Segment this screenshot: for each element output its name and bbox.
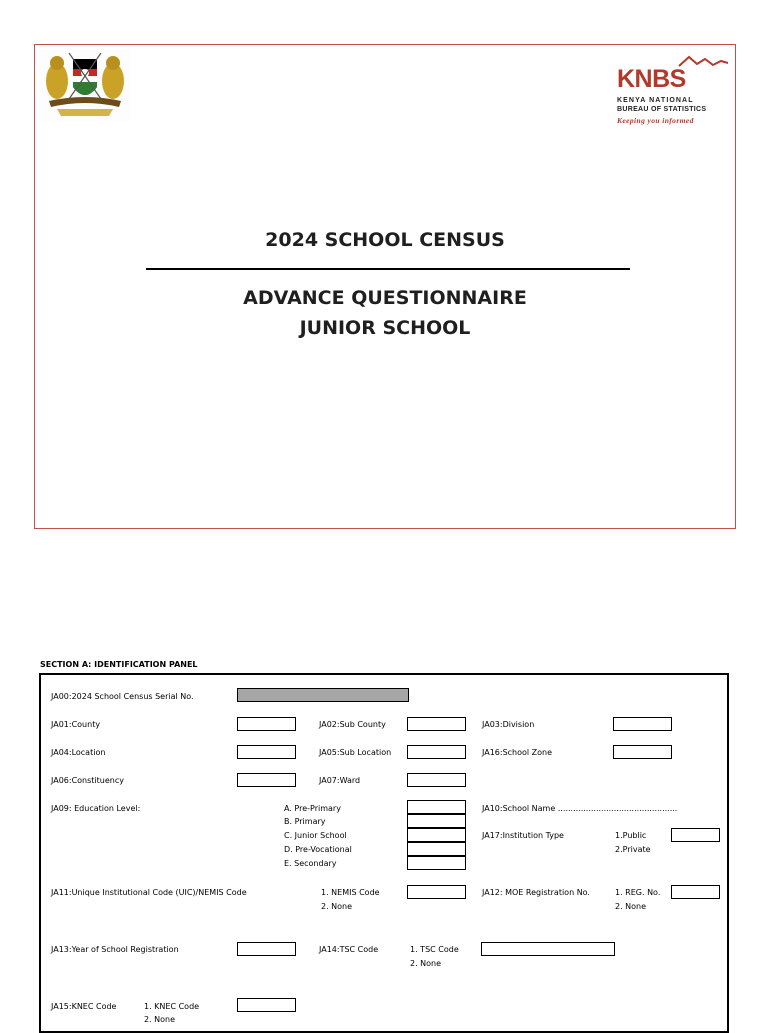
ja07-label: JA07:Ward: [319, 776, 361, 785]
ja12-option: 2. None: [615, 902, 647, 911]
ja09-option: A. Pre-Primary: [284, 804, 341, 813]
ja09-label: JA09: Education Level:: [51, 804, 141, 813]
ja07-ward-field[interactable]: [407, 773, 466, 787]
questionnaire-title: ADVANCE QUESTIONNAIRE: [243, 287, 527, 309]
ja03-division-field[interactable]: [613, 717, 672, 731]
ja04-location-field[interactable]: [237, 745, 296, 759]
ja12-registration-field[interactable]: [671, 885, 720, 899]
ja05-sub-location-field[interactable]: [407, 745, 466, 759]
ja14-option: 1. TSC Code: [410, 945, 459, 954]
ja09-option: E. Secondary: [284, 859, 337, 868]
ja09-option: C. Junior School: [284, 831, 347, 840]
ja13-label: JA13:Year of School Registration: [51, 945, 179, 954]
ja13-year-field[interactable]: [237, 942, 296, 956]
cover-page: [34, 44, 736, 529]
ja15-option: 1. KNEC Code: [144, 1002, 200, 1011]
identification-panel: [39, 673, 729, 1033]
ja11-nemis-code-field[interactable]: [407, 885, 466, 899]
ja16-label: JA16:School Zone: [482, 748, 553, 757]
ja09-option: D. Pre-Vocational: [284, 845, 352, 854]
ja09-option: B. Primary: [284, 817, 326, 826]
knbs-logo: [617, 53, 729, 125]
ja02-sub-county-field[interactable]: [407, 717, 466, 731]
ja14-tsc-code-field[interactable]: [481, 942, 615, 956]
section-title: SECTION A: IDENTIFICATION PANEL: [40, 660, 198, 669]
ja17-option: 1.Public: [615, 831, 647, 840]
ja00-serial-field: [237, 688, 409, 702]
title-divider: [146, 268, 630, 270]
ja05-label: JA05:Sub Location: [319, 748, 392, 757]
ja09-option-box[interactable]: [407, 856, 466, 870]
knbs-tagline: Keeping you informed: [617, 116, 694, 125]
ja15-label: JA15:KNEC Code: [51, 1002, 117, 1011]
ja16-school-zone-field[interactable]: [613, 745, 672, 759]
ja09-option-box[interactable]: [407, 828, 466, 842]
ja01-county-field[interactable]: [237, 717, 296, 731]
ja02-label: JA02:Sub County: [319, 720, 386, 729]
ja06-label: JA06:Constituency: [51, 776, 124, 785]
ja06-constituency-field[interactable]: [237, 773, 296, 787]
ja14-option: 2. None: [410, 959, 442, 968]
ja10-label: JA10:School Name ...............................................: [482, 804, 678, 813]
knbs-line1: KENYA NATIONAL: [617, 97, 694, 104]
ja12-label: JA12: MOE Registration No.: [482, 888, 590, 897]
ja17-institution-type-field[interactable]: [671, 828, 720, 842]
knbs-logo-text: KNBS: [617, 65, 686, 93]
school-level-title: JUNIOR SCHOOL: [299, 317, 471, 339]
ja04-label: JA04:Location: [51, 748, 106, 757]
ja15-knec-code-field[interactable]: [237, 998, 296, 1012]
ja15-option: 2. None: [144, 1015, 176, 1024]
knbs-line2: BUREAU OF STATISTICS: [617, 106, 707, 113]
ja00-label: JA00:2024 School Census Serial No.: [51, 692, 194, 701]
ja11-option: 1. NEMIS Code: [321, 888, 380, 897]
ja11-option: 2. None: [321, 902, 353, 911]
ja09-option-box[interactable]: [407, 800, 466, 814]
ja14-label: JA14:TSC Code: [319, 945, 379, 954]
ja17-option: 2.Private: [615, 845, 651, 854]
ja11-label: JA11:Unique Institutional Code (UIC)/NEMIS Code: [51, 888, 247, 897]
ja09-option-box[interactable]: [407, 842, 466, 856]
ja01-label: JA01:County: [51, 720, 101, 729]
census-title: 2024 SCHOOL CENSUS: [265, 229, 505, 251]
ja09-option-box[interactable]: [407, 814, 466, 828]
coat-of-arms-logo: [39, 49, 131, 121]
ja03-label: JA03:Division: [482, 720, 535, 729]
ja17-label: JA17:Institution Type: [482, 831, 564, 840]
ja12-option: 1. REG. No.: [615, 888, 661, 897]
